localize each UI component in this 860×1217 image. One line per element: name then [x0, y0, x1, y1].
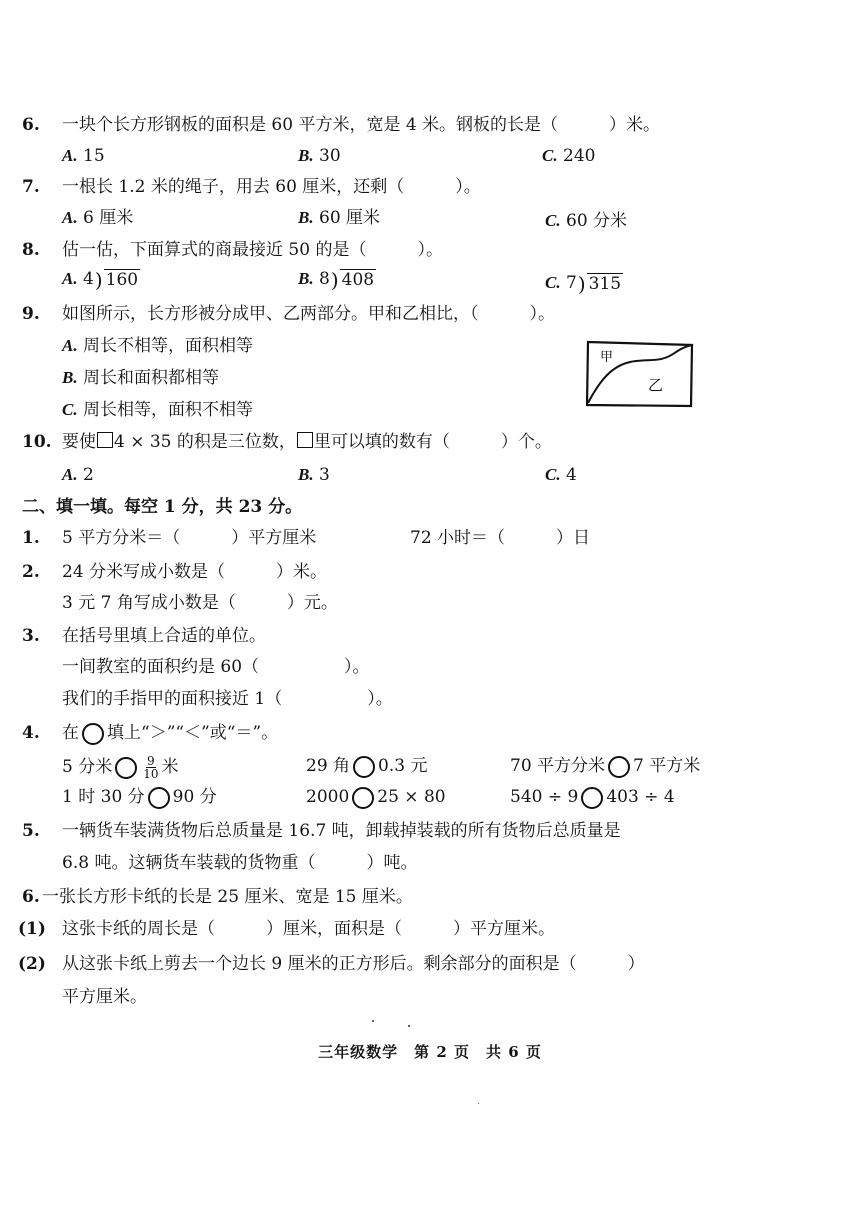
page-footer: 三年级数学 第 2 页 共 6 页 — [318, 1043, 542, 1061]
option-b — [298, 207, 380, 229]
subquestion-number: (2) — [18, 954, 46, 974]
compare-circle — [353, 756, 375, 778]
option-text: 60 分米 — [566, 211, 628, 231]
question-number: 6. — [22, 887, 40, 907]
option-text: 周长不相等，面积相等 — [83, 336, 253, 356]
compare-item — [510, 755, 700, 778]
question-text: 一根长 1.2 米的绳子，用去 60 厘米，还剩（ ）。 — [62, 177, 481, 197]
compare-item — [62, 786, 217, 809]
option-text: 周长和面积都相等 — [83, 368, 219, 388]
question-text: 5 平方分米＝（ ）平方厘米 — [62, 528, 317, 548]
option-letter: C. — [545, 465, 561, 484]
compare-circle — [115, 757, 137, 779]
option-letter: A. — [62, 465, 78, 484]
long-division — [566, 272, 623, 294]
option-a — [62, 464, 94, 486]
text-part: 2000 — [306, 787, 350, 807]
option-letter: C. — [545, 273, 561, 292]
compare-circle — [82, 723, 104, 745]
question-text: 平方厘米。 — [62, 987, 147, 1007]
compare-item — [62, 755, 179, 780]
option-letter: A. — [62, 208, 78, 227]
blank-box — [297, 432, 313, 448]
rectangle-figure — [586, 340, 694, 408]
compare-circle — [608, 756, 630, 778]
option-b — [298, 268, 376, 290]
option-letter: B. — [298, 465, 314, 484]
question-number: 3. — [22, 626, 40, 646]
blank-box — [97, 432, 113, 448]
option-letter: C. — [545, 211, 561, 230]
scan-speck — [372, 1020, 374, 1022]
option-a — [62, 145, 105, 167]
long-division — [319, 268, 376, 290]
option-letter: B. — [62, 368, 78, 387]
question-text: 一辆货车装满货物后总质量是 16.7 吨，卸载掉装载的所有货物后总质量是 — [62, 821, 621, 841]
option-c — [62, 399, 253, 421]
option-text: 15 — [83, 146, 105, 166]
option-text: 4 — [566, 465, 577, 485]
denominator: 10 — [143, 767, 159, 781]
option-letter: B. — [298, 146, 314, 165]
question-text — [62, 722, 278, 745]
compare-item — [306, 755, 428, 778]
numerator: 9 — [147, 754, 155, 768]
option-a — [62, 268, 140, 290]
option-a — [62, 335, 253, 357]
region-label-jia: 甲 — [600, 350, 614, 365]
divisor: 4 — [83, 269, 94, 289]
question-text: 如图所示，长方形被分成甲、乙两部分。甲和乙相比，（ ）。 — [62, 304, 555, 324]
scan-speck — [478, 1103, 479, 1104]
compare-item — [306, 786, 446, 809]
dividend: 408 — [341, 270, 375, 290]
question-text: 估一估，下面算式的商最接近 50 的是（ ）。 — [62, 240, 443, 260]
question-text: 我们的手指甲的面积接近 1（ ）。 — [62, 689, 393, 709]
subquestion-number: (1) — [18, 919, 46, 939]
dividend: 315 — [588, 274, 622, 294]
question-number: 2. — [22, 562, 40, 582]
question-number: 5. — [22, 821, 40, 841]
question-text: 一张长方形卡纸的长是 25 厘米、宽是 15 厘米。 — [42, 887, 413, 907]
text-part: 0.3 元 — [378, 756, 428, 776]
question-text: 这张卡纸的周长是（ ）厘米，面积是（ ）平方厘米。 — [62, 919, 555, 939]
option-text: 2 — [83, 465, 94, 485]
text-part: 5 分米 — [62, 757, 113, 777]
question-number: 8. — [22, 240, 40, 260]
section-title: 二、填一填。每空 1 分，共 23 分。 — [22, 497, 303, 517]
question-number: 4. — [22, 723, 40, 743]
region-label-yi: 乙 — [648, 376, 664, 394]
question-number: 7. — [22, 177, 40, 197]
option-letter: C. — [62, 400, 78, 419]
text-part: 在 — [62, 723, 79, 743]
division-bracket: ) — [330, 268, 339, 292]
text-part: 25 × 80 — [377, 787, 446, 807]
divisor: 8 — [319, 269, 330, 289]
text-part: 540 ÷ 9 — [510, 787, 579, 807]
question-number: 10. — [22, 432, 52, 452]
option-b — [62, 367, 219, 389]
question-text: 6.8 吨。这辆货车装载的货物重（ ）吨。 — [62, 853, 418, 873]
dividend: 160 — [105, 270, 139, 290]
option-letter: C. — [542, 146, 558, 165]
compare-circle — [352, 787, 374, 809]
question-text — [62, 431, 552, 453]
option-text: 3 — [319, 465, 330, 485]
option-letter: A. — [62, 269, 78, 288]
text-part: 4 × 35 的积是三位数， — [114, 432, 296, 452]
option-text: 60 厘米 — [319, 208, 381, 228]
option-a — [62, 207, 133, 229]
long-division — [83, 268, 140, 290]
question-text: 一间教室的面积约是 60（ ）。 — [62, 657, 370, 677]
text-part: 里可以填的数有（ ）个。 — [313, 432, 552, 452]
option-text: 240 — [563, 146, 596, 166]
option-c — [545, 272, 623, 294]
question-text: 72 小时＝（ ）日 — [410, 528, 591, 548]
division-bracket: ) — [577, 272, 586, 296]
question-text: 3 元 7 角写成小数是（ ）元。 — [62, 593, 338, 613]
question-text: 在括号里填上合适的单位。 — [62, 626, 266, 646]
option-c — [545, 464, 577, 486]
option-b — [298, 145, 341, 167]
question-number: 1. — [22, 528, 40, 548]
text-part: 29 角 — [306, 756, 351, 776]
fraction — [143, 755, 158, 780]
text-part: 填上“＞”“＜”或“＝”。 — [107, 723, 279, 743]
text-part: 403 ÷ 4 — [606, 787, 675, 807]
question-number: 9. — [22, 304, 40, 324]
text-part: 90 分 — [172, 787, 217, 807]
option-text: 周长相等，面积不相等 — [83, 400, 253, 420]
question-text: 24 分米写成小数是（ ）米。 — [62, 562, 328, 582]
question-text: 从这张卡纸上剪去一个边长 9 厘米的正方形后。剩余部分的面积是（ ） — [62, 954, 645, 974]
option-c — [542, 145, 595, 167]
compare-item — [510, 786, 675, 809]
scan-speck — [408, 1025, 410, 1027]
option-letter: A. — [62, 336, 78, 355]
option-letter: A. — [62, 146, 78, 165]
option-b — [298, 464, 330, 486]
option-letter: B. — [298, 208, 314, 227]
compare-circle — [148, 787, 170, 809]
option-letter: B. — [298, 269, 314, 288]
option-text: 6 厘米 — [83, 208, 134, 228]
option-text: 30 — [319, 146, 341, 166]
text-part: 要使 — [62, 432, 96, 452]
text-part: 7 平方米 — [633, 756, 701, 776]
divisor: 7 — [566, 273, 577, 293]
option-c — [545, 210, 627, 232]
text-part: 1 时 30 分 — [62, 787, 145, 807]
division-bracket: ) — [94, 268, 103, 292]
question-text: 一块个长方形钢板的面积是 60 平方米，宽是 4 米。钢板的长是（ ）米。 — [62, 115, 661, 135]
compare-circle — [581, 787, 603, 809]
question-number: 6. — [22, 115, 40, 135]
text-part: 70 平方分米 — [510, 756, 606, 776]
text-part: 米 — [161, 757, 179, 777]
